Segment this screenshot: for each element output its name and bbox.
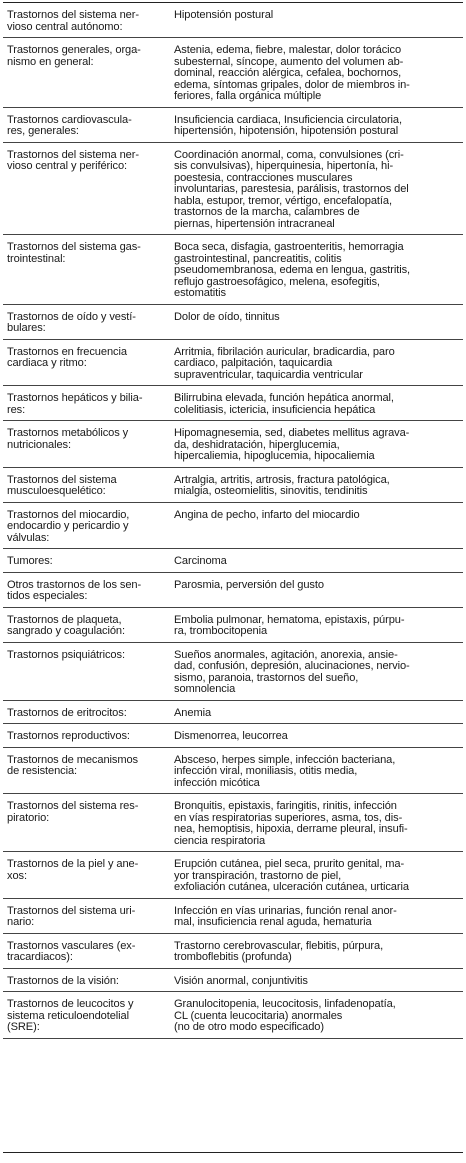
system-cell: Trastornos generales, orga- nismo en general:: [3, 38, 171, 108]
effects-cell: Parosmia, perversión del gusto: [171, 572, 463, 607]
table-row: [3, 607, 463, 642]
system-cell: Trastornos de la piel y ane- xos:: [3, 852, 171, 899]
effects-cell: Arritmia, fibrilación auricular, bradicardia, paro cardiaco, palpitación, taquicardia supraventricular, taquicardia ventricular: [171, 339, 463, 386]
table-row: [3, 747, 463, 794]
effects-cell: Carcinoma: [171, 549, 463, 573]
table-row: [3, 38, 463, 108]
table-bottom-rule: [3, 1152, 463, 1153]
table-row: [3, 724, 463, 748]
effects-cell: Bilirrubina elevada, función hepática anormal, colelitiasis, ictericia, insuficiencia hepática: [171, 386, 463, 421]
table-row: [3, 700, 463, 724]
effects-cell: Artralgia, artritis, artrosis, fractura patológica, mialgia, osteomielitis, sinovitis, tendinitis: [171, 467, 463, 502]
system-cell: Trastornos de plaqueta, sangrado y coagulación:: [3, 607, 171, 642]
system-cell: Tumores:: [3, 549, 171, 573]
table-row: [3, 3, 463, 38]
table-row: [3, 852, 463, 899]
effects-cell: Absceso, herpes simple, infección bacteriana, infección viral, moniliasis, otitis media, infección micótica: [171, 747, 463, 794]
system-cell: Trastornos del miocardio, endocardio y pericardio y válvulas:: [3, 502, 171, 549]
system-cell: Trastornos del sistema res- piratorio:: [3, 794, 171, 852]
table-row: [3, 107, 463, 142]
system-cell: Trastornos de la visión:: [3, 968, 171, 992]
effects-cell: Anemia: [171, 700, 463, 724]
effects-cell: Trastorno cerebrovascular, flebitis, púrpura, tromboflebitis (profunda): [171, 933, 463, 968]
table-body: [3, 3, 463, 1038]
system-cell: Trastornos de leucocitos y sistema reticuloendotelial (SRE):: [3, 992, 171, 1039]
effects-cell: Coordinación anormal, coma, convulsiones (cri- sis convulsivas), hiperquinesia, hipertonía, hi- poestesia, contracciones musculares involuntarias, parestesia, parálisis, trastornos del habla, estupor, tremor, vértigo, encefalopatía, trastornos de la marcha, calambres de piernas, hipertensión intracraneal: [171, 142, 463, 235]
table-row: [3, 968, 463, 992]
system-cell: Trastornos de eritrocitos:: [3, 700, 171, 724]
table-row: [3, 794, 463, 852]
effects-cell: Dolor de oído, tinnitus: [171, 304, 463, 339]
effects-cell: Insuficiencia cardiaca, Insuficiencia circulatoria, hipertensión, hipotensión, hipotensión postural: [171, 107, 463, 142]
system-cell: Trastornos del sistema uri- nario:: [3, 898, 171, 933]
table-row: [3, 642, 463, 700]
effects-cell: Granulocitopenia, leucocitosis, linfadenopatía, CL (cuenta leucocitaria) anormales (no de otro modo especificado): [171, 992, 463, 1039]
effects-cell: Hipotensión postural: [171, 3, 463, 38]
table-row: [3, 386, 463, 421]
effects-cell: Dismenorrea, leucorrea: [171, 724, 463, 748]
system-cell: Trastornos de mecanismos de resistencia:: [3, 747, 171, 794]
system-cell: Trastornos del sistema gas- trointestinal:: [3, 235, 171, 305]
effects-cell: Bronquitis, epistaxis, faringitis, rinitis, infección en vías respiratorias superiores, asma, tos, dis- nea, hemoptisis, hipoxia, derrame pleural, insufi- ciencia respiratoria: [171, 794, 463, 852]
effects-cell: Hipomagnesemia, sed, diabetes mellitus agrava- da, deshidratación, hiperglucemia, hipercaliemia, hipoglucemia, hipocaliemia: [171, 421, 463, 468]
system-cell: Trastornos psiquiátricos:: [3, 642, 171, 700]
system-cell: Otros trastornos de los sen- tidos especiales:: [3, 572, 171, 607]
system-cell: Trastornos en frecuencia cardiaca y ritmo:: [3, 339, 171, 386]
effects-cell: Sueños anormales, agitación, anorexia, ansie- dad, confusión, depresión, alucinaciones, nervio- sismo, paranoia, trastornos del sueño, somnolencia: [171, 642, 463, 700]
effects-cell: Angina de pecho, infarto del miocardio: [171, 502, 463, 549]
table-row: [3, 502, 463, 549]
system-cell: Trastornos reproductivos:: [3, 724, 171, 748]
table-row: [3, 421, 463, 468]
effects-cell: Erupción cutánea, piel seca, prurito genital, ma- yor transpiración, trastorno de piel, exfoliación cutánea, ulceración cutánea, urticaria: [171, 852, 463, 899]
effects-cell: Embolia pulmonar, hematoma, epistaxis, púrpu- ra, trombocitopenia: [171, 607, 463, 642]
system-cell: Trastornos de oído y vestí- bulares:: [3, 304, 171, 339]
table-row: [3, 235, 463, 305]
table-row: [3, 898, 463, 933]
system-cell: Trastornos hepáticos y bilia- res:: [3, 386, 171, 421]
effects-cell: Infección en vías urinarias, función renal anor- mal, insuficiencia renal aguda, hematuria: [171, 898, 463, 933]
table-row: [3, 142, 463, 235]
table-row: [3, 549, 463, 573]
adverse-effects-table: [3, 3, 463, 1039]
table-row: [3, 992, 463, 1039]
effects-cell: Astenia, edema, fiebre, malestar, dolor torácico subesternal, síncope, aumento del volumen ab- dominal, reacción alérgica, cefalea, bochornos, edema, síntomas gripales, dolor de miembros in- feriores, falla orgánica múltiple: [171, 38, 463, 108]
table-row: [3, 467, 463, 502]
effects-cell: Boca seca, disfagia, gastroenteritis, hemorragia gastrointestinal, pancreatitis, colitis pseudomembranosa, edema en lengua, gastritis, reflujo gastroesofágico, melena, esofegitis, estomatitis: [171, 235, 463, 305]
system-cell: Trastornos del sistema musculoesquelético:: [3, 467, 171, 502]
system-cell: Trastornos cardiovascula- res, generales:: [3, 107, 171, 142]
system-cell: Trastornos vasculares (ex- tracardiacos):: [3, 933, 171, 968]
effects-cell: Visión anormal, conjuntivitis: [171, 968, 463, 992]
table-row: [3, 572, 463, 607]
system-cell: Trastornos del sistema ner- vioso central autónomo:: [3, 3, 171, 38]
table-row: [3, 304, 463, 339]
table-row: [3, 933, 463, 968]
system-cell: Trastornos metabólicos y nutricionales:: [3, 421, 171, 468]
table-row: [3, 339, 463, 386]
system-cell: Trastornos del sistema ner- vioso central y periférico:: [3, 142, 171, 235]
